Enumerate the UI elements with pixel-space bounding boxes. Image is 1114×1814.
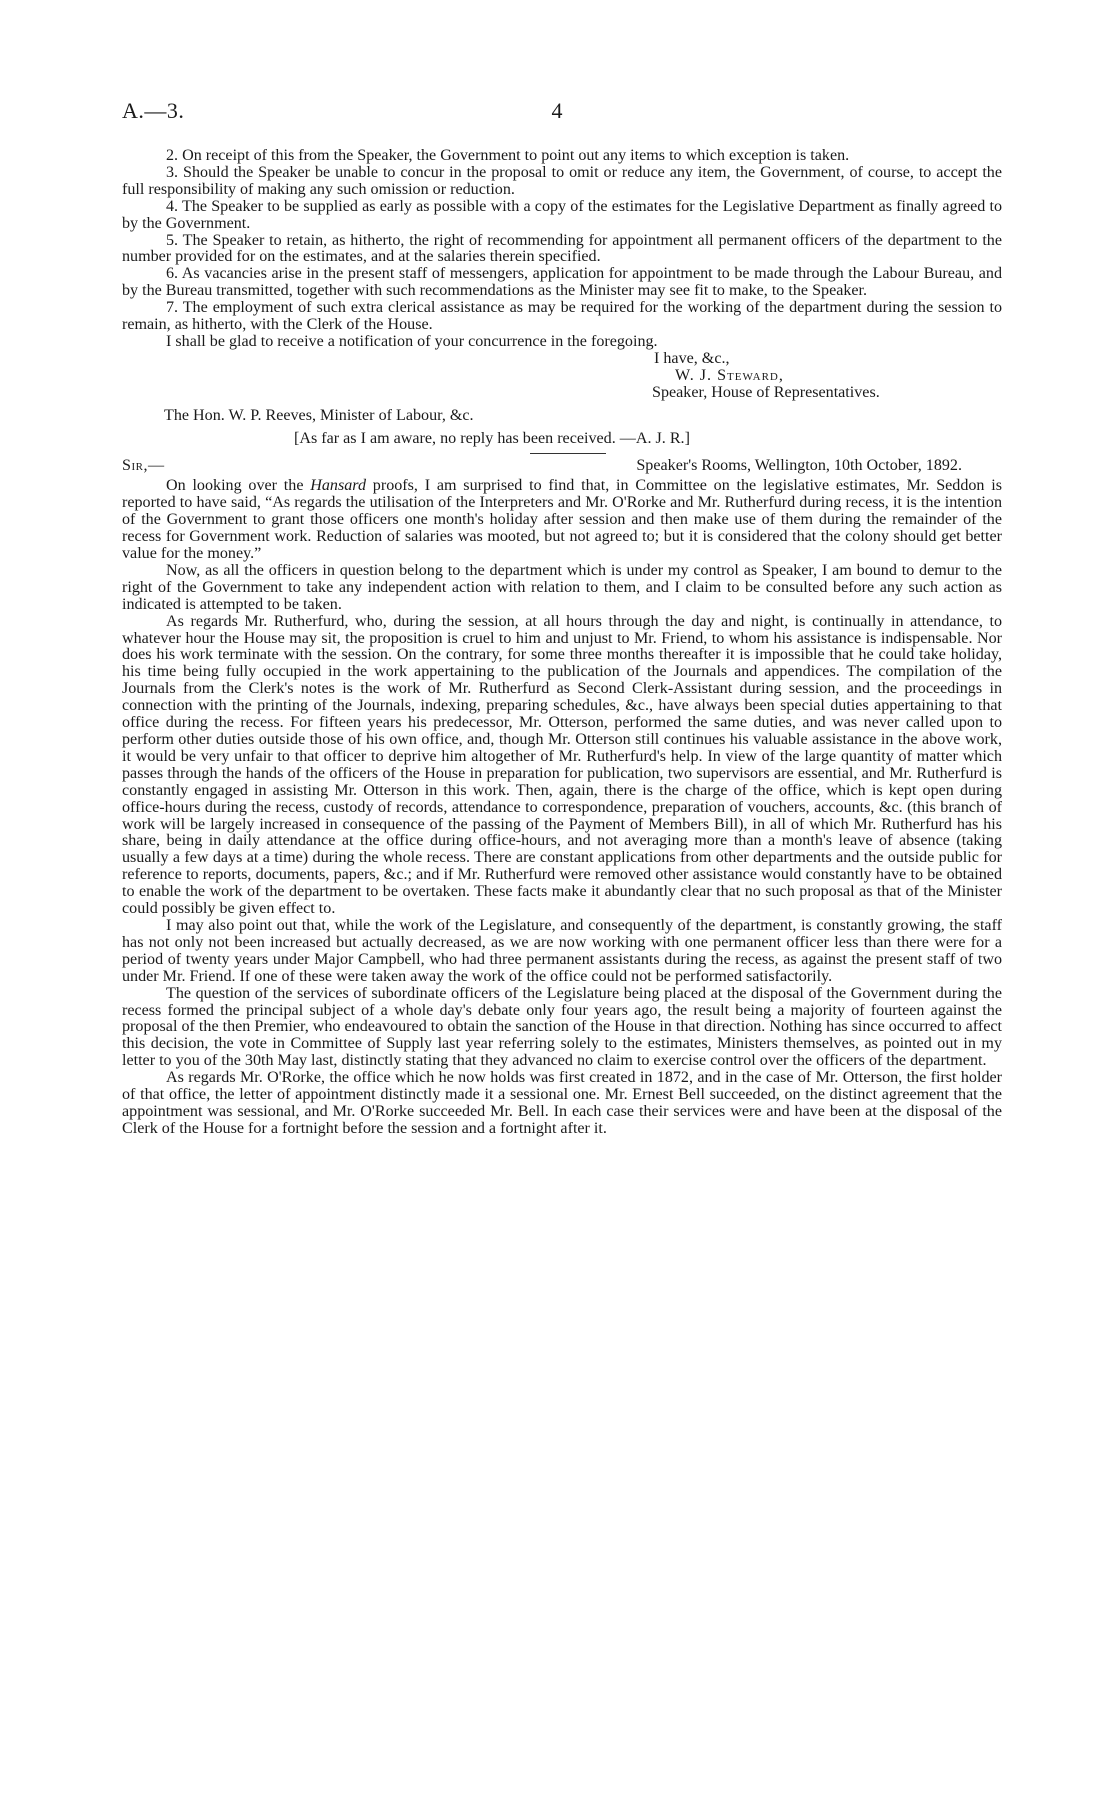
item-3: 3. Should the Speaker be unable to concur in the proposal to omit or reduce any item, the Government, of course, to accept the full responsibility of making any such omission or reduction. [122,163,1002,198]
letter-paragraph: As regards Mr. O'Rorke, the office which he now holds was first created in 1872, and in the case of Mr. Otterson, the first holder of that office, the letter of appointment distinctly made it a sessional one. Mr. Ernest Bell succeeded, on the distinct agreement that the appointment was sessional, and Mr. O'Rorke succeeded Mr. Bell. In each case their services were and have been at the disposal of the Clerk of the House for a fortnight before the session and a fortnight after it. [122,1069,1002,1137]
page-number: 4 [551,98,563,123]
letter-paragraph: Now, as all the officers in question belong to the department which is under my control as Speaker, I am bound to demur to the right of the Government to take any independent action with relation to them, and I claim to be consulted before any such action as indicated is attempted to be taken. [122,561,1002,613]
letter-paragraph: I may also point out that, while the work of the Legislature, and consequently of the department, is constantly growing, the staff has not only not been increased but actually decreased, as we are now working with one permanent officer less than there were for a period of twenty years under Major Campbell, who had three permanent assistants during the recess, as against the present staff of two under Mr. Friend. If one of these were taken away the work of the office could not be performed satisfactorily. [122,916,1002,985]
letter-closing: I have, &c., [654,349,730,367]
item-7: 7. The employment of such extra clerical assistance as may be required for the working of the department during the session to remain, as hitherto, with the Clerk of the House. [122,299,1002,334]
signatory-title: Speaker, House of Representatives. [652,383,880,401]
item-5: 5. The Speaker to retain, as hitherto, the right of recommending for appointment all permanent officers of the department to the number provided for on the estimates, and at the salaries therein specified. [122,231,1002,266]
hansard-text-after: proofs, I am surprised to find that, in Committee on the legislative estimates, Mr. Seddon is reported to have said, “As regards the utilisation of the Interpreters and Mr. O'Rorke and Mr. Rutherfurd during recess, it is the intention of the Government to grant those officers one month's holiday after session and then make use of them during the remainder of the recess for Government work. Reduction of salaries was mooted, but not agreed to; but it is considered that the colony should get better value for the money.” [122,477,1002,563]
salutation: Sir,— [122,457,165,475]
item-6: 6. As vacancies arise in the present staff of messengers, application for appointment to be made through the Labour Bureau, and by the Bureau transmitted, together with such recommendations as the Minister may see fit to make, to the Speaker. [122,265,1002,300]
page-header [122,98,992,128]
hansard-title: Hansard [310,477,366,495]
letter-paragraph: The question of the services of subordinate officers of the Legislature being placed at the disposal of the Government during the recess formed the principal subject of a whole day's debate only four years ago, the result being a majority of fourteen against the proposal of the then Premier, who endeavoured to obtain the sanction of the House in that direction. Nothing has since occurred to affect this decision, the vote in Committee of Supply last year referring solely to the estimates, Ministers themselves, as pointed out in my letter to you of the 30th May last, distinctly stating that they advanced no claim to exercise control over the officers of the department. [122,984,1002,1070]
paper-reference: A.—3. [122,98,185,123]
item-4: 4. The Speaker to be supplied as early as possible with a copy of the estimates for the Legislative Department as finally agreed to by the Government. [122,197,1002,232]
hansard-text-before: On looking over the [166,477,311,495]
signatory-name: W. J. Steward, [675,366,784,384]
letter-heading [122,456,1002,476]
document-body [122,148,1002,1138]
section-divider [530,453,606,454]
editorial-note: [As far as I am aware, no reply has been received. —A. J. R.] [294,429,690,447]
addressee: The Hon. W. P. Reeves, Minister of Labour, &c. [164,406,474,424]
letter-paragraph-hansard [122,478,1002,563]
item-2: 2. On receipt of this from the Speaker, the Government to point out any items to which exception is taken. [166,147,850,164]
dateline: Speaker's Rooms, Wellington, 10th October, 1892. [636,457,962,475]
letter-paragraph: As regards Mr. Rutherfurd, who, during the session, at all hours through the day and night, is continually in attendance, to whatever hour the House may sit, the proposition is cruel to him and unjust to Mr. Friend, to whom his assistance is indispensable. Nor does his work terminate with the session. On the contrary, for some three months thereafter it is impossible that he could take holiday, his time being fully occupied in the work appertaining to the publication of the Journals and appendices. The compilation of the Journals from the Clerk's notes is the work of Mr. Rutherfurd as Second Clerk-Assistant during session, and the proceedings in connection with the printing of the Journals, indexing, preparing schedules, &c., have always been special duties appertaining to that office during the recess. For fifteen years his predecessor, Mr. Otterson, performed the same duties, and was never called upon to perform other duties outside those of his own office, and, though Mr. Otterson still continues his valuable assistance in the above work, it would be very unfair to that officer to deprive him altogether of Mr. Rutherfurd's help. In view of the large quantity of matter which passes through the hands of the officers of the House in preparation for publication, two supervisors are essential, and Mr. Rutherfurd is constantly engaged in assisting Mr. Otterson in this work. Then, again, there is the charge of the office, which is kept open during office-hours during the recess, custody of records, attendance to correspondence, preparation of vouchers, accounts, &c. (this branch of work will be largely increased in consequence of the passing of the Payment of Members Bill), in all of which Mr. Rutherfurd has his share, being in daily attendance at the office during office-hours, and not averaging more than a month's leave of absence (taking usually a few days at a time) during the whole recess. There are constant applications from other departments and the outside public for reference to reports, documents, papers, &c.; and if Mr. Rutherfurd were removed other assistance would constantly have to be obtained to enable the work of the department to be overtaken. These facts make it abundantly clear that no such proposal as that of the Minister could possibly be given effect to. [122,612,1002,918]
concurrence-request: I shall be glad to receive a notification of your concurrence in the foregoing. [166,332,658,350]
